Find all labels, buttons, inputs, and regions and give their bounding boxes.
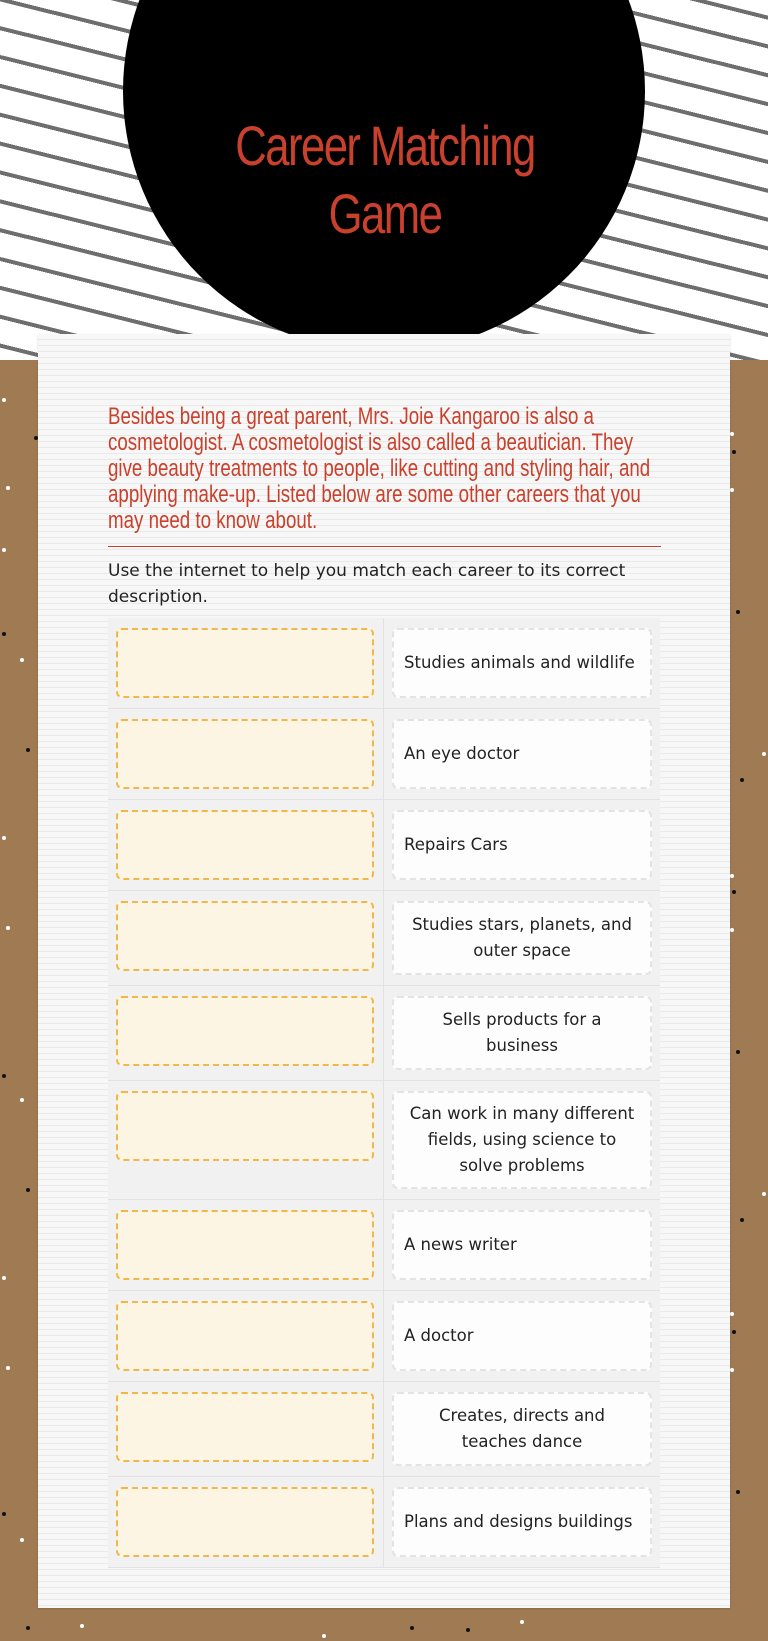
description-cell [384, 618, 660, 708]
decorative-dot [730, 874, 734, 878]
match-row [108, 800, 660, 891]
decorative-dot [736, 1490, 740, 1494]
intro-paragraph: Besides being a great parent, Mrs. Joie Kangaroo is also a cosmetologist. A cosmetologist is also called a beautician. They give beauty treatments to people, like cutting and styling hair, and applying make-up. Listed below are some other careers that you may need to know about. [108, 403, 651, 534]
answer-cell [108, 618, 384, 708]
answer-drop-zone[interactable] [116, 1210, 374, 1280]
answer-drop-zone[interactable] [116, 628, 374, 698]
answer-drop-zone[interactable] [116, 810, 374, 880]
decorative-dot [2, 548, 6, 552]
decorative-dot [466, 1628, 470, 1632]
answer-cell [108, 1291, 384, 1381]
match-row [108, 1291, 660, 1382]
divider [108, 546, 661, 547]
description-cell [384, 709, 660, 799]
decorative-dot [6, 1366, 10, 1370]
description-card: Repairs Cars [392, 810, 652, 880]
description-card: Creates, directs and teaches dance [392, 1392, 652, 1466]
description-cell [384, 891, 660, 985]
description-card: Studies animals and wildlife [392, 628, 652, 698]
matching-grid [108, 618, 660, 1568]
decorative-dot [80, 1624, 84, 1628]
decorative-dot [6, 926, 10, 930]
decorative-dot [730, 432, 734, 436]
answer-drop-zone[interactable] [116, 1091, 374, 1161]
decorative-dot [322, 1634, 326, 1638]
match-row [108, 709, 660, 800]
answer-cell [108, 1081, 384, 1199]
description-card: A doctor [392, 1301, 652, 1371]
decorative-dot [730, 1368, 734, 1372]
match-row [108, 1200, 660, 1291]
decorative-dot [730, 928, 734, 932]
decorative-dot [6, 486, 10, 490]
match-row [108, 618, 660, 709]
decorative-dot [26, 1626, 30, 1630]
description-cell [384, 1081, 660, 1199]
decorative-dot [2, 632, 6, 636]
match-row [108, 1081, 660, 1200]
instructions-text: Use the internet to help you match each career to its correct description. [108, 561, 626, 607]
answer-drop-zone[interactable] [116, 996, 374, 1066]
description-card: A news writer [392, 1210, 652, 1280]
decorative-dot [736, 610, 740, 614]
decorative-dot [740, 778, 744, 782]
decorative-dot [2, 398, 6, 402]
decorative-dot [762, 1192, 766, 1196]
decorative-dot [410, 1626, 414, 1630]
description-card: Studies stars, planets, and outer space [392, 901, 652, 975]
description-cell [384, 1291, 660, 1381]
answer-drop-zone[interactable] [116, 1392, 374, 1462]
answer-cell [108, 800, 384, 890]
decorative-dot [20, 658, 24, 662]
answer-drop-zone[interactable] [116, 901, 374, 971]
description-cell [384, 986, 660, 1080]
header-banner [0, 0, 768, 360]
decorative-dot [520, 1620, 524, 1624]
description-cell [384, 1477, 660, 1567]
answer-cell [108, 1200, 384, 1290]
decorative-dot [2, 836, 6, 840]
description-cell [384, 1200, 660, 1290]
page-title: Career Matching Game [235, 114, 535, 245]
answer-cell [108, 891, 384, 985]
decorative-dot [26, 748, 30, 752]
decorative-dot [762, 752, 766, 756]
description-card: Sells products for a business [392, 996, 652, 1070]
decorative-dot [26, 1188, 30, 1192]
decorative-dot [730, 488, 734, 492]
answer-cell [108, 986, 384, 1080]
description-cell [384, 800, 660, 890]
answer-drop-zone[interactable] [116, 719, 374, 789]
match-row [108, 891, 660, 986]
match-row [108, 1382, 660, 1477]
description-card: An eye doctor [392, 719, 652, 789]
decorative-dot [732, 890, 736, 894]
decorative-dot [732, 450, 736, 454]
decorative-dot [20, 1538, 24, 1542]
answer-drop-zone[interactable] [116, 1487, 374, 1557]
decorative-dot [736, 1050, 740, 1054]
answer-cell [108, 1477, 384, 1567]
decorative-dot [20, 1098, 24, 1102]
decorative-dot [730, 1312, 734, 1316]
description-cell [384, 1382, 660, 1476]
match-row [108, 986, 660, 1081]
description-card: Plans and designs buildings [392, 1487, 652, 1557]
decorative-dot [740, 1218, 744, 1222]
answer-cell [108, 709, 384, 799]
answer-cell [108, 1382, 384, 1476]
decorative-dot [2, 1512, 6, 1516]
decorative-dot [2, 1074, 6, 1078]
match-row [108, 1477, 660, 1568]
description-card: Can work in many different fields, using science to solve problems [392, 1091, 652, 1189]
answer-drop-zone[interactable] [116, 1301, 374, 1371]
decorative-dot [2, 1276, 6, 1280]
decorative-dot [732, 1330, 736, 1334]
